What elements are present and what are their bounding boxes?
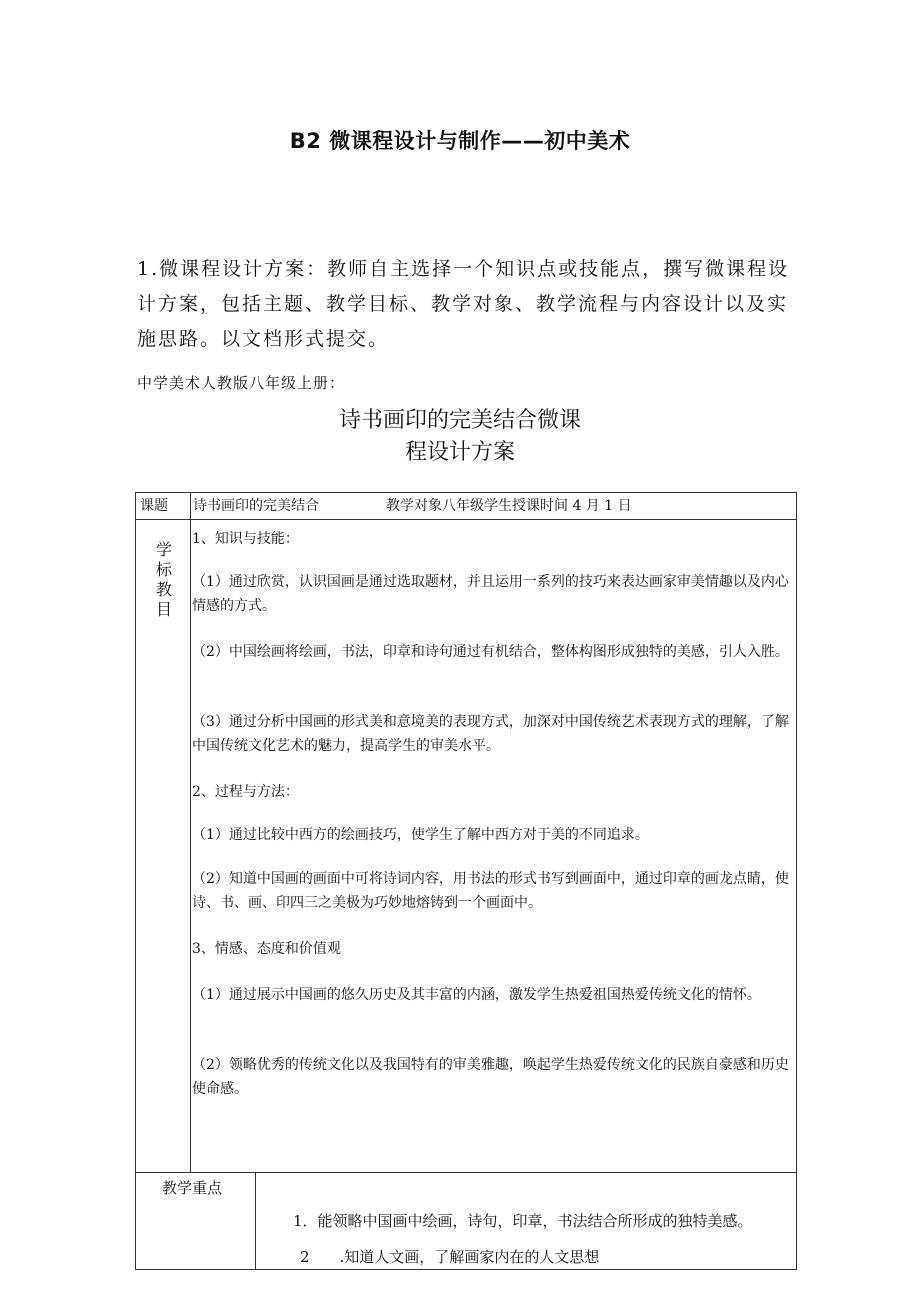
objectives-label-char-3: 教: [155, 580, 172, 599]
topic-meta: 教学对象八年级学生授课时间 4 月 1 日: [386, 498, 632, 514]
topic-label: 课题: [140, 498, 168, 514]
plan-title-line1: 诗书画印的完美结合微课: [338, 408, 581, 433]
table-border-top: [135, 492, 797, 493]
key-point-1: 1．能领略中国画中绘画，诗句，印章，书法结合所形成的独特美感。: [293, 1212, 753, 1230]
plan-title: [0, 405, 920, 469]
assignment-description: 1.微课程设计方案：教师自主选择一个知识点或技能点，撰写微课程设计方案，包括主题、教学目标、教学对象、教学流程与内容设计以及实施思路。以文档形式提交。: [137, 258, 790, 350]
key-points-label: 教学重点: [162, 1179, 223, 1197]
objectives-label-char-4: 目: [155, 600, 172, 619]
section-3-heading: 3、情感、态度和价值观: [192, 941, 341, 957]
table-border-bottom: [135, 1269, 797, 1270]
objectives-label-char-2: 标: [155, 560, 172, 579]
grade-line: 中学美术人教版八年级上册：: [137, 374, 346, 392]
table-row-divider-2: [135, 1172, 797, 1173]
key-point-2: 2 .知道人文画，了解画家内在的人文思想: [300, 1248, 600, 1266]
section-2-item-2: （2）知道中国画的画面中可将诗词内容，用书法的形式书写到画面中，通过印章的画龙点睛，使诗、书、画、印四三之美极为巧妙地熔铸到一个画面中。: [192, 871, 789, 911]
table-col-divider-1: [190, 492, 191, 1172]
objectives-label-char-1: 学: [155, 540, 172, 559]
section-2-item-1: （1）通过比较中西方的绘画技巧，使学生了解中西方对于美的不同追求。: [192, 827, 649, 843]
table-border-left: [135, 492, 136, 1270]
section-1-item-1: （1）通过欣赏，认识国画是通过选取题材，并且运用一系列的技巧来表达画家审美情趣以及内心情感的方式。: [192, 574, 789, 614]
plan-title-line2: 程设计方案: [404, 440, 515, 465]
section-3-item-2: （2）领略优秀的传统文化以及我国特有的审美雅趣，唤起学生热爱传统文化的民族自豪感和历史使命感。: [192, 1057, 789, 1097]
section-2-heading: 2、过程与方法：: [192, 784, 299, 800]
section-3-item-1: （1）通过展示中国画的悠久历史及其丰富的内涵，激发学生热爱祖国热爱传统文化的情怀。: [192, 987, 761, 1003]
table-row-divider-1: [135, 519, 797, 520]
section-1-item-3: （3）通过分析中国画的形式美和意境美的表现方式，加深对中国传统艺术表现方式的理解，了解中国传统文化艺术的魅力，提高学生的审美水平。: [192, 714, 789, 754]
section-1-item-2: （2）中国绘画将绘画，书法，印章和诗句通过有机结合，整体构图形成独特的美感，引人入胜。: [192, 644, 789, 660]
table-col-divider-2: [255, 1172, 256, 1269]
table-border-right: [796, 492, 797, 1270]
section-1-heading: 1、知识与技能：: [192, 531, 299, 547]
document-title: B2 微课程设计与制作——初中美术: [289, 129, 631, 153]
topic-value: 诗书画印的完美结合: [193, 498, 319, 514]
